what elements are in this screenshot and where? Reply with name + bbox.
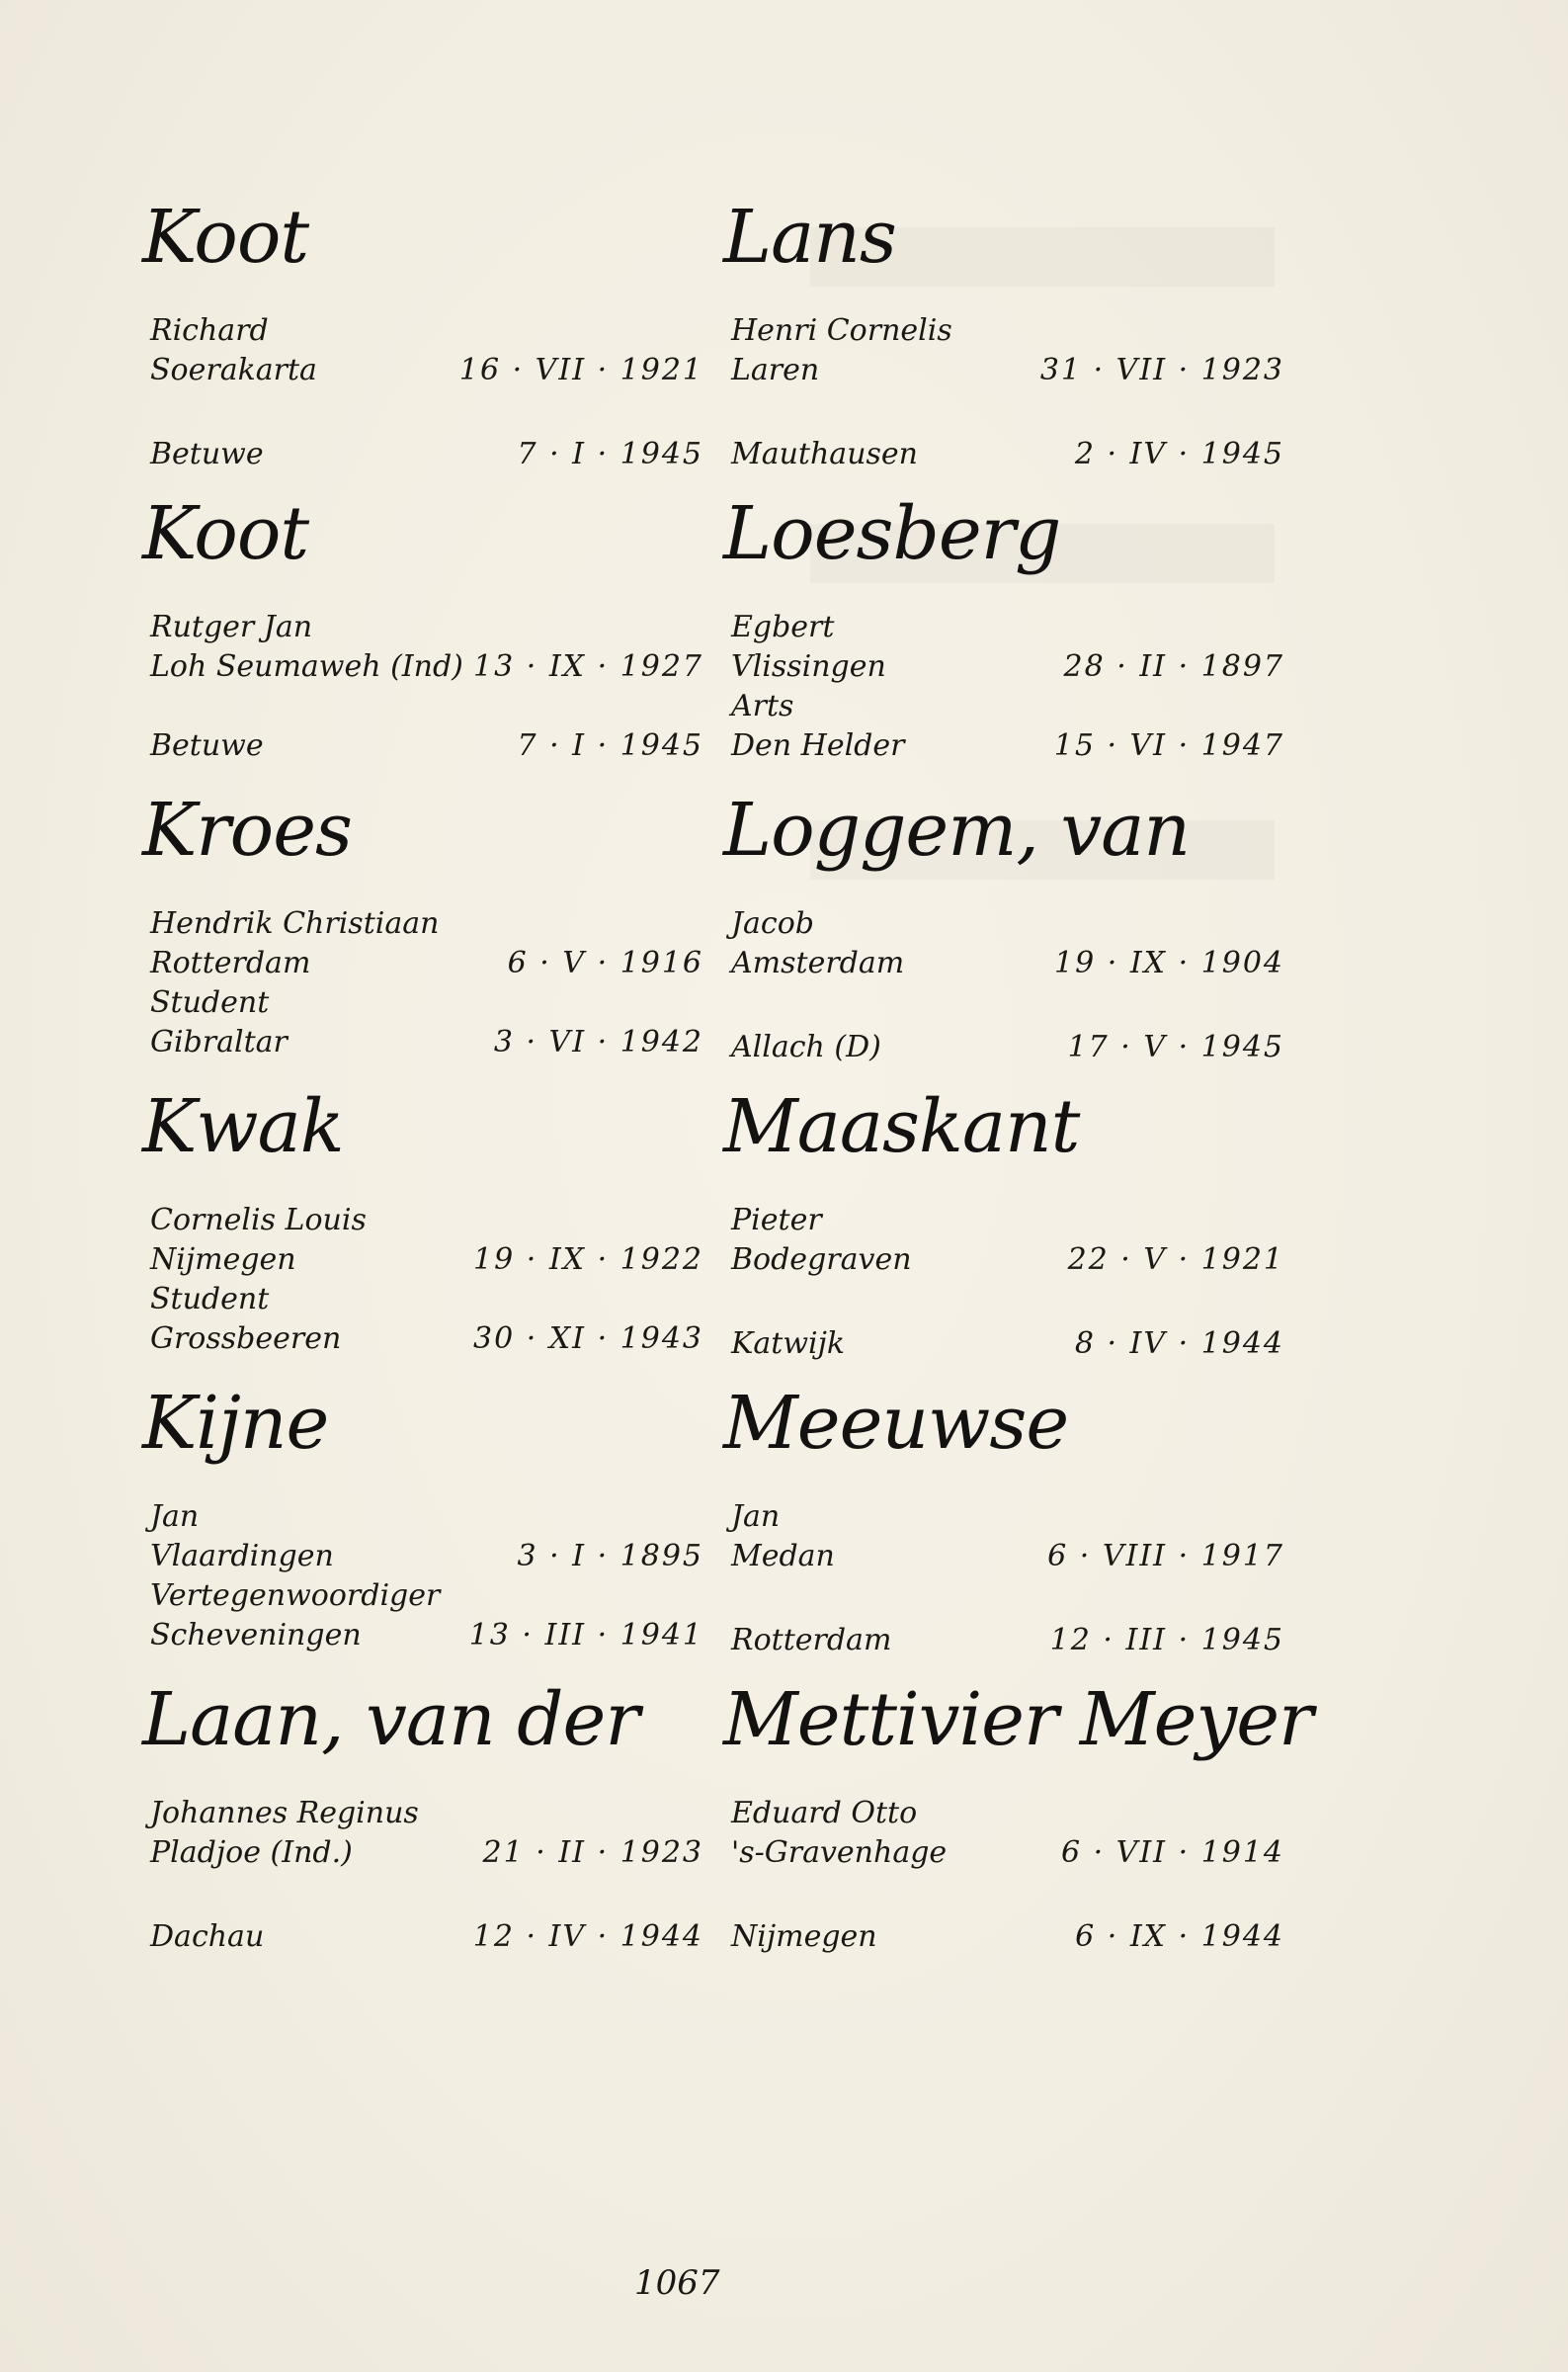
- death-line: [150, 1319, 703, 1359]
- given-names-line: [731, 904, 1284, 944]
- given-names-line: [150, 904, 703, 944]
- page-number: 1067: [634, 2263, 720, 2303]
- entry-kwak: [142, 1082, 703, 1379]
- death-line: [150, 726, 703, 766]
- birth-line: [731, 351, 1284, 390]
- given-names: Rutger Jan: [150, 610, 313, 644]
- birth-line: [150, 1537, 703, 1576]
- given-names: Jacob: [731, 906, 814, 941]
- surname: Loesberg: [723, 491, 1061, 576]
- entry-maaskant: [723, 1082, 1284, 1379]
- birth-date: 6 · V · 1916: [507, 946, 703, 980]
- death-date: 6 · IX · 1944: [1075, 1919, 1284, 1954]
- birth-place: Vlaardingen: [150, 1539, 334, 1573]
- given-names-line: [731, 1497, 1284, 1537]
- birth-line: [731, 1537, 1284, 1576]
- death-line: [150, 1023, 703, 1062]
- given-names: Jan: [150, 1499, 200, 1534]
- birth-line: [150, 351, 703, 390]
- birth-place: Nijmegen: [150, 1242, 296, 1277]
- death-place: Allach (D): [731, 1030, 881, 1064]
- birth-date: 31 · VII · 1923: [1039, 353, 1284, 387]
- entry-koot-rutger-jan: [142, 489, 703, 786]
- birth-place: Laren: [731, 353, 820, 387]
- entry-koot-richard: [142, 193, 703, 489]
- death-place: Nijmegen: [731, 1919, 877, 1954]
- death-date: 12 · III · 1945: [1049, 1623, 1284, 1657]
- occupation-line: [731, 687, 1284, 726]
- birth-place: 's-Gravenhage: [731, 1835, 948, 1870]
- death-place: Den Helder: [731, 728, 905, 763]
- left-column: [142, 193, 703, 1972]
- surname: Kwak: [142, 1084, 344, 1169]
- occupation: Student: [150, 1282, 270, 1316]
- entry-loggem-van: [723, 786, 1284, 1082]
- occupation: Vertegenwoordiger: [150, 1578, 441, 1613]
- given-names-line: [731, 311, 1284, 351]
- death-date: 7 · I · 1945: [517, 437, 703, 471]
- birth-place: Soerakarta: [150, 353, 317, 387]
- given-names: Egbert: [731, 610, 835, 644]
- death-date: 8 · IV · 1944: [1074, 1326, 1284, 1361]
- death-date: 17 · V · 1945: [1067, 1030, 1284, 1064]
- entry-lans: [723, 193, 1284, 489]
- death-place: Betuwe: [150, 728, 264, 763]
- entry-kroes: [142, 786, 703, 1082]
- birth-date: 3 · I · 1895: [517, 1539, 703, 1573]
- given-names: Richard: [150, 313, 269, 348]
- right-column: [723, 193, 1313, 1972]
- death-line: [150, 435, 703, 474]
- birth-line: [731, 647, 1284, 687]
- occupation: Student: [150, 985, 270, 1020]
- death-place: Dachau: [150, 1919, 265, 1954]
- birth-date: 6 · VIII · 1917: [1047, 1539, 1284, 1573]
- death-line: [150, 1616, 703, 1655]
- death-date: 2 · IV · 1945: [1074, 437, 1284, 471]
- death-place: Gibraltar: [150, 1025, 288, 1059]
- given-names: Johannes Reginus: [150, 1796, 419, 1830]
- death-line: [731, 1028, 1284, 1067]
- surname: Kijne: [142, 1381, 329, 1466]
- death-date: 12 · IV · 1944: [472, 1919, 703, 1954]
- given-names-line: [731, 1794, 1284, 1833]
- death-date: 7 · I · 1945: [517, 728, 703, 763]
- birth-place: Vlissingen: [731, 649, 886, 684]
- death-place: Rotterdam: [731, 1623, 892, 1657]
- death-date: 13 · III · 1941: [468, 1618, 703, 1652]
- surname: Maaskant: [723, 1084, 1080, 1169]
- surname: Meeuwse: [723, 1381, 1069, 1466]
- birth-date: 19 · IX · 1904: [1054, 946, 1284, 980]
- birth-line: [150, 1240, 703, 1280]
- surname: Loggem, van: [723, 788, 1191, 873]
- entry-laan-van-der: [142, 1675, 703, 1972]
- entry-meeuwse: [723, 1379, 1284, 1675]
- birth-date: 21 · II · 1923: [482, 1835, 703, 1870]
- given-names: Jan: [731, 1499, 781, 1534]
- birth-place: Pladjoe (Ind.): [150, 1835, 353, 1870]
- birth-line: [150, 647, 703, 687]
- birth-date: 6 · VII · 1914: [1060, 1835, 1284, 1870]
- given-names-line: [150, 1794, 703, 1833]
- birth-line: [731, 1833, 1284, 1873]
- given-names-line: [150, 1201, 703, 1240]
- given-names: Henri Cornelis: [731, 313, 952, 348]
- surname: Mettivier Meyer: [723, 1677, 1313, 1762]
- birth-date: 19 · IX · 1922: [473, 1242, 703, 1277]
- given-names-line: [150, 1497, 703, 1537]
- death-place: Katwijk: [731, 1326, 846, 1361]
- birth-date: 16 · VII · 1921: [458, 353, 703, 387]
- death-line: [731, 726, 1284, 766]
- birth-place: Loh Seumaweh (Ind): [150, 649, 463, 684]
- death-place: Betuwe: [150, 437, 264, 471]
- birth-line: [731, 1240, 1284, 1280]
- surname: Kroes: [142, 788, 352, 873]
- birth-line: [150, 1833, 703, 1873]
- death-date: 30 · XI · 1943: [473, 1321, 703, 1356]
- surname: Lans: [723, 195, 896, 280]
- given-names: Cornelis Louis: [150, 1203, 367, 1237]
- birth-place: Amsterdam: [731, 946, 905, 980]
- entry-kijne: [142, 1379, 703, 1675]
- birth-place: Rotterdam: [150, 946, 311, 980]
- death-place: Mauthausen: [731, 437, 918, 471]
- entry-loesberg: [723, 489, 1284, 786]
- surname: Koot: [142, 195, 309, 280]
- death-date: 3 · VI · 1942: [493, 1025, 703, 1059]
- given-names-line: [150, 311, 703, 351]
- death-date: 15 · VI · 1947: [1053, 728, 1284, 763]
- birth-place: Medan: [731, 1539, 835, 1573]
- given-names-line: [150, 608, 703, 647]
- given-names-line: [731, 1201, 1284, 1240]
- death-place: Grossbeeren: [150, 1321, 342, 1356]
- surname: Koot: [142, 491, 309, 576]
- birth-date: 13 · IX · 1927: [473, 649, 703, 684]
- given-names: Eduard Otto: [731, 1796, 918, 1830]
- birth-line: [150, 944, 703, 983]
- occupation-line: [150, 983, 703, 1023]
- death-line: [731, 435, 1284, 474]
- given-names: Hendrik Christiaan: [150, 906, 440, 941]
- death-place: Scheveningen: [150, 1618, 362, 1652]
- surname: Laan, van der: [142, 1677, 639, 1762]
- entry-mettivier-meyer: [723, 1675, 1313, 1972]
- death-line: [731, 1324, 1284, 1364]
- occupation-line: [150, 1576, 703, 1616]
- birth-date: 22 · V · 1921: [1067, 1242, 1284, 1277]
- occupation: Arts: [731, 689, 794, 723]
- death-line: [731, 1621, 1284, 1660]
- given-names-line: [731, 608, 1284, 647]
- birth-date: 28 · II · 1897: [1063, 649, 1284, 684]
- given-names: Pieter: [731, 1203, 822, 1237]
- birth-line: [731, 944, 1284, 983]
- occupation-line: [150, 1280, 703, 1319]
- death-line: [731, 1917, 1284, 1957]
- death-line: [150, 1917, 703, 1957]
- birth-place: Bodegraven: [731, 1242, 912, 1277]
